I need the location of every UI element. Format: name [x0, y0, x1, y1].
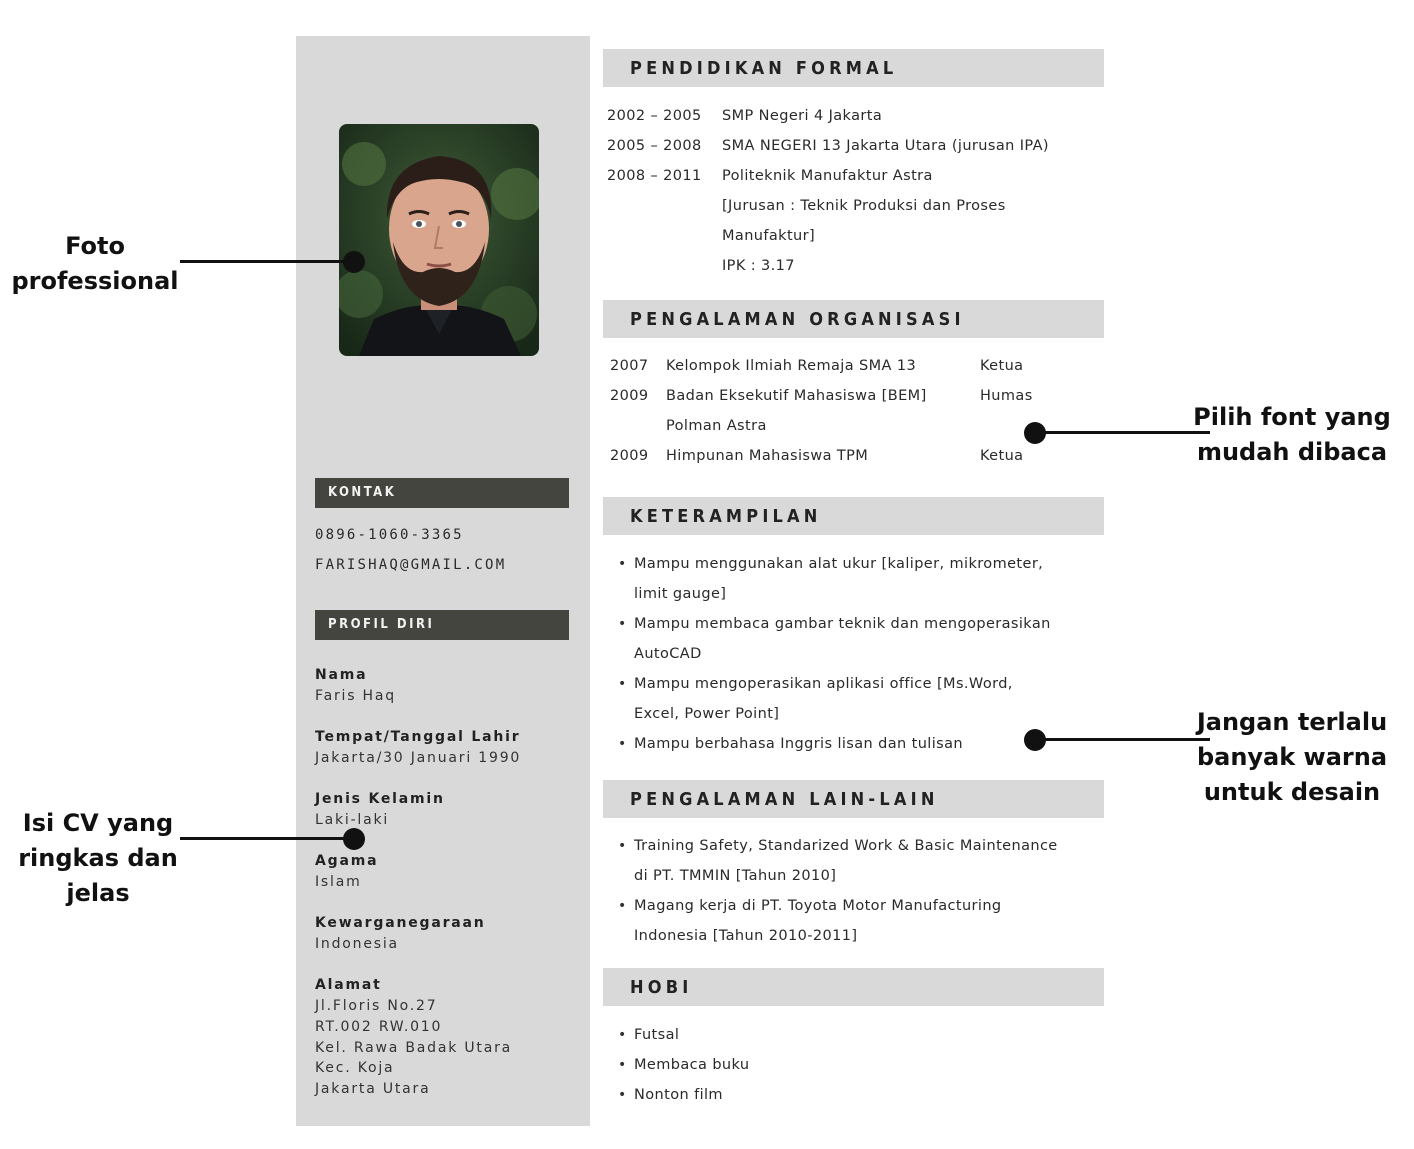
- hobby-item: Futsal: [634, 1027, 680, 1043]
- other-experience-item: di PT. TMMIN [Tahun 2010]: [634, 868, 837, 884]
- skill-item: Mampu berbahasa Inggris lisan dan tulisan: [634, 736, 963, 752]
- organization-year: 2009: [610, 448, 649, 464]
- profile-value-gender: Laki-laki: [315, 812, 390, 828]
- profile-label-gender: Jenis Kelamin: [315, 791, 445, 807]
- annotation-pointer-dot: [343, 251, 365, 273]
- other-experience-item: Indonesia [Tahun 2010-2011]: [634, 928, 858, 944]
- skill-item: Excel, Power Point]: [634, 706, 780, 722]
- bullet-dot: •: [618, 1027, 627, 1043]
- profile-label-citizenship: Kewarganegaraan: [315, 915, 486, 931]
- bullet-dot: •: [618, 736, 627, 752]
- skill-item: limit gauge]: [634, 586, 727, 602]
- profile-value-religion: Islam: [315, 874, 362, 890]
- skill-item: Mampu membaca gambar teknik dan mengoperasikan: [634, 616, 1051, 632]
- skill-item: AutoCAD: [634, 646, 702, 662]
- education-entry: SMA NEGERI 13 Jakarta Utara (jurusan IPA): [722, 138, 1049, 154]
- other-experience-item: Magang kerja di PT. Toyota Motor Manufacturing: [634, 898, 1002, 914]
- education-entry: Politeknik Manufaktur Astra: [722, 168, 933, 184]
- skill-item: Mampu menggunakan alat ukur [kaliper, mikrometer,: [634, 556, 1044, 572]
- education-header: PENDIDIKAN FORMAL: [603, 49, 1104, 87]
- skills-header: KETERAMPILAN: [603, 497, 1104, 535]
- profile-photo: [339, 124, 539, 356]
- annotation-photo: Foto professional: [11, 232, 179, 295]
- education-years: 2008 – 2011: [607, 168, 702, 184]
- organization-name: Himpunan Mahasiswa TPM: [666, 448, 869, 464]
- organization-name: Badan Eksekutif Mahasiswa [BEM]: [666, 388, 927, 404]
- bullet-dot: •: [618, 1057, 627, 1073]
- organization-header: PENGALAMAN ORGANISASI: [603, 300, 1104, 338]
- profile-header: PROFIL DIRI: [315, 610, 569, 640]
- organization-year: 2009: [610, 388, 649, 404]
- bullet-dot: •: [618, 676, 627, 692]
- profile-label-address: Alamat: [315, 977, 382, 993]
- bullet-dot: •: [618, 898, 627, 914]
- annotation-pointer-line: [180, 837, 352, 840]
- contact-header: KONTAK: [315, 478, 569, 508]
- profile-value-birth: Jakarta/30 Januari 1990: [315, 750, 522, 766]
- profile-label-religion: Agama: [315, 853, 379, 869]
- organization-role: Ketua: [980, 358, 1024, 374]
- contact-phone: 0896-1060-3365: [315, 527, 464, 543]
- other-experience-header: PENGALAMAN LAIN-LAIN: [603, 780, 1104, 818]
- hobby-item: Membaca buku: [634, 1057, 750, 1073]
- annotation-pointer-dot: [343, 828, 365, 850]
- annotation-pointer-line: [1036, 738, 1210, 741]
- annotation-content: Isi CV yang ringkas dan jelas: [18, 809, 178, 907]
- hobby-item: Nonton film: [634, 1087, 723, 1103]
- profile-label-birth: Tempat/Tanggal Lahir: [315, 729, 521, 745]
- bullet-dot: •: [618, 838, 627, 854]
- organization-role: Humas: [980, 388, 1033, 404]
- education-entry: [Jurusan : Teknik Produksi dan Proses: [722, 198, 1006, 214]
- annotation-pointer-dot: [1024, 729, 1046, 751]
- profile-value-address: Jl.Floris No.27 RT.002 RW.010 Kel. Rawa Badak Utara Kec. Koja Jakarta Utara: [315, 998, 513, 1098]
- other-experience-item: Training Safety, Standarized Work & Basic Maintenance: [634, 838, 1058, 854]
- organization-year: 2007: [610, 358, 649, 374]
- annotation-pointer-line: [1036, 431, 1210, 434]
- hobbies-header: HOBI: [603, 968, 1104, 1006]
- organization-name: Polman Astra: [666, 418, 767, 434]
- bullet-dot: •: [618, 1087, 627, 1103]
- annotation-pointer-dot: [1024, 422, 1046, 444]
- bullet-dot: •: [618, 556, 627, 572]
- annotation-font: Pilih font yang mudah dibaca: [1193, 403, 1391, 466]
- education-entry: Manufaktur]: [722, 228, 816, 244]
- contact-email: FARISHAQ@GMAIL.COM: [315, 557, 507, 573]
- education-years: 2002 – 2005: [607, 108, 702, 124]
- skill-item: Mampu mengoperasikan aplikasi office [Ms.Word,: [634, 676, 1013, 692]
- education-years: 2005 – 2008: [607, 138, 702, 154]
- organization-name: Kelompok Ilmiah Remaja SMA 13: [666, 358, 917, 374]
- annotation-color: Jangan terlalu banyak warna untuk desain: [1196, 708, 1388, 806]
- profile-value-citizenship: Indonesia: [315, 936, 399, 952]
- education-entry: SMP Negeri 4 Jakarta: [722, 108, 883, 124]
- profile-label-name: Nama: [315, 667, 368, 683]
- education-entry: IPK : 3.17: [722, 258, 795, 274]
- bullet-dot: •: [618, 616, 627, 632]
- profile-value-name: Faris Haq: [315, 688, 396, 704]
- annotation-pointer-line: [180, 260, 352, 263]
- organization-role: Ketua: [980, 448, 1024, 464]
